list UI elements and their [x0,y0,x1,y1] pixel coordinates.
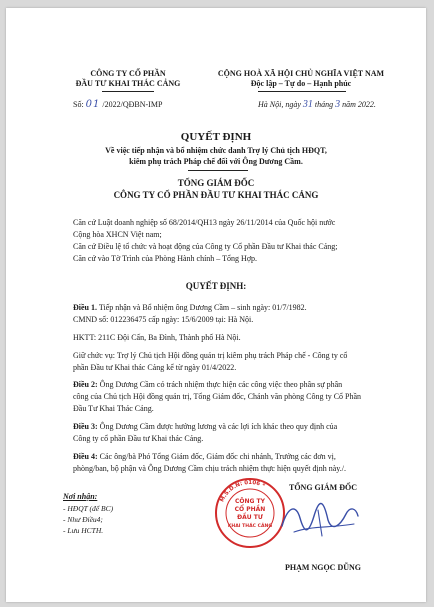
seal-ring-text: M.S.D.N: 0106 * [219,479,266,504]
basis-line-3: Căn cứ Điều lệ tổ chức và hoạt động của Công ty Cổ phần Đầu tư Khai thác Cảng; [73,242,338,251]
article-3-line-2: Công ty cổ phần Đầu tư Khai thác Cảng. [73,434,204,443]
seal-center-line-3: ĐẦU TƯ [237,514,263,521]
date-mid: tháng [314,100,334,109]
article-2-label: Điều 2: [73,380,98,389]
article-3-label: Điều 3: [73,422,98,431]
subtitle-underline [188,170,248,171]
handwritten-signature [274,496,364,544]
article-4-text-1: Các ông/bà Phó Tổng Giám đốc, Giám đốc chi nhánh, Trưởng các đơn vị, [99,452,336,461]
issuer-title: TỔNG GIÁM ĐỐC [177,178,255,188]
article-2-line-1 [73,380,342,391]
date-month: 3 [335,99,341,110]
issuer-company: CÔNG TY CỔ PHẦN ĐẦU TƯ KHAI THÁC CẢNG [113,190,319,200]
seal-center-line-4: KHAI THÁC CẢNG [227,524,273,529]
company-name-line1: CÔNG TY CỔ PHẦN [90,69,166,78]
article-2-line-2: công của Chủ tịch Hội đồng quản trị, Tổng Giám đốc, Chánh văn phòng Công ty Cổ Phần [73,392,362,401]
decision-subtitle-line2: kiêm phụ trách Pháp chế đối với Ông Dương Cầm. [129,157,303,166]
article-1-line-3: HKTT: 211C Đội Cấn, Ba Đình, Thành phố Hà Nội. [73,333,241,342]
recipients-heading: Nơi nhận: [63,492,98,501]
signature-title: TỔNG GIÁM ĐỐC [289,483,357,492]
article-1-line-1 [73,303,307,314]
national-motto: Độc lập – Tự do – Hạnh phúc [250,79,352,88]
article-4-line-2: phòng/ban, bộ phận và Ông Dương Cầm chịu trách nhiệm thực hiện quyết định này./. [73,464,346,473]
document-page [6,8,426,602]
article-2-text-1: Ông Dương Cầm có trách nhiệm thực hiện các công việc theo phân sự phân [99,380,343,389]
article-1-line-5: phần Đầu tư Khai thác Cảng kể từ ngày 01/4/2022. [73,363,237,372]
national-title: CỘNG HOÀ XÃ HỘI CHỦ NGHĨA VIỆT NAM [217,69,385,78]
recipient-item-1: - HĐQT (để BC) [63,504,114,513]
doc-number-suffix: /2022/QĐBN-IMP [102,100,163,109]
article-1-line-4: Giữ chức vụ: Trợ lý Chủ tịch Hội đồng quản trị kiêm phụ trách Pháp chế - Công ty cổ [73,351,348,360]
article-1-line-2: CMND số: 012236475 cấp ngày: 15/6/2009 tại: Hà Nội. [73,315,254,324]
article-4-label: Điều 4: [73,452,98,461]
basis-line-1: Căn cứ Luật doanh nghiệp số 68/2014/QH13 ngày 26/11/2014 của Quốc hội nước [73,218,336,227]
recipient-item-2: - Như Điều4; [63,515,103,524]
decides-heading: QUYẾT ĐỊNH: [185,281,247,291]
seal-center-line-1: CÔNG TY [235,498,265,505]
date-prefix: Hà Nội, ngày [258,100,301,109]
seal-center-line-2: CỔ PHẦN [234,506,266,513]
company-name-line2: ĐẦU TƯ KHAI THÁC CẢNG [75,79,181,88]
article-1-label: Điều 1. [73,303,97,312]
article-3-line-1 [73,422,337,433]
doc-number-prefix: Số: [73,100,84,109]
basis-line-2: Cộng hòa XHCN Việt nam; [73,230,162,239]
date-suffix: năm 2022. [342,100,376,109]
doc-number [73,100,162,110]
recipient-item-3: - Lưu HCTH. [63,526,104,535]
header-right-underline [258,91,346,92]
doc-number-handwritten: 01 [85,99,101,110]
doc-date [258,100,376,110]
article-2-line-3: Đầu Tư Khai Thác Cảng. [73,404,154,413]
decision-subtitle-line1: Về việc tiếp nhận và bổ nhiệm chức danh Trợ lý Chủ tịch HĐQT, [105,146,327,155]
article-3-text-1: Ông Dương Cầm được hưởng lương và các lợi ích khác theo quy định của [99,422,338,431]
signer-name: PHẠM NGỌC DŨNG [285,563,361,572]
article-1-text-1: Tiếp nhận và Bổ nhiệm ông Dương Cầm – sinh ngày: 01/7/1982. [98,303,307,312]
decision-title: QUYẾT ĐỊNH [180,131,252,143]
article-4-line-1 [73,452,336,463]
date-day: 31 [302,99,313,110]
basis-line-4: Căn cứ vào Tờ Trình của Phòng Hành chính – Tổng Hợp. [73,254,258,263]
header-left-underline [102,91,154,92]
